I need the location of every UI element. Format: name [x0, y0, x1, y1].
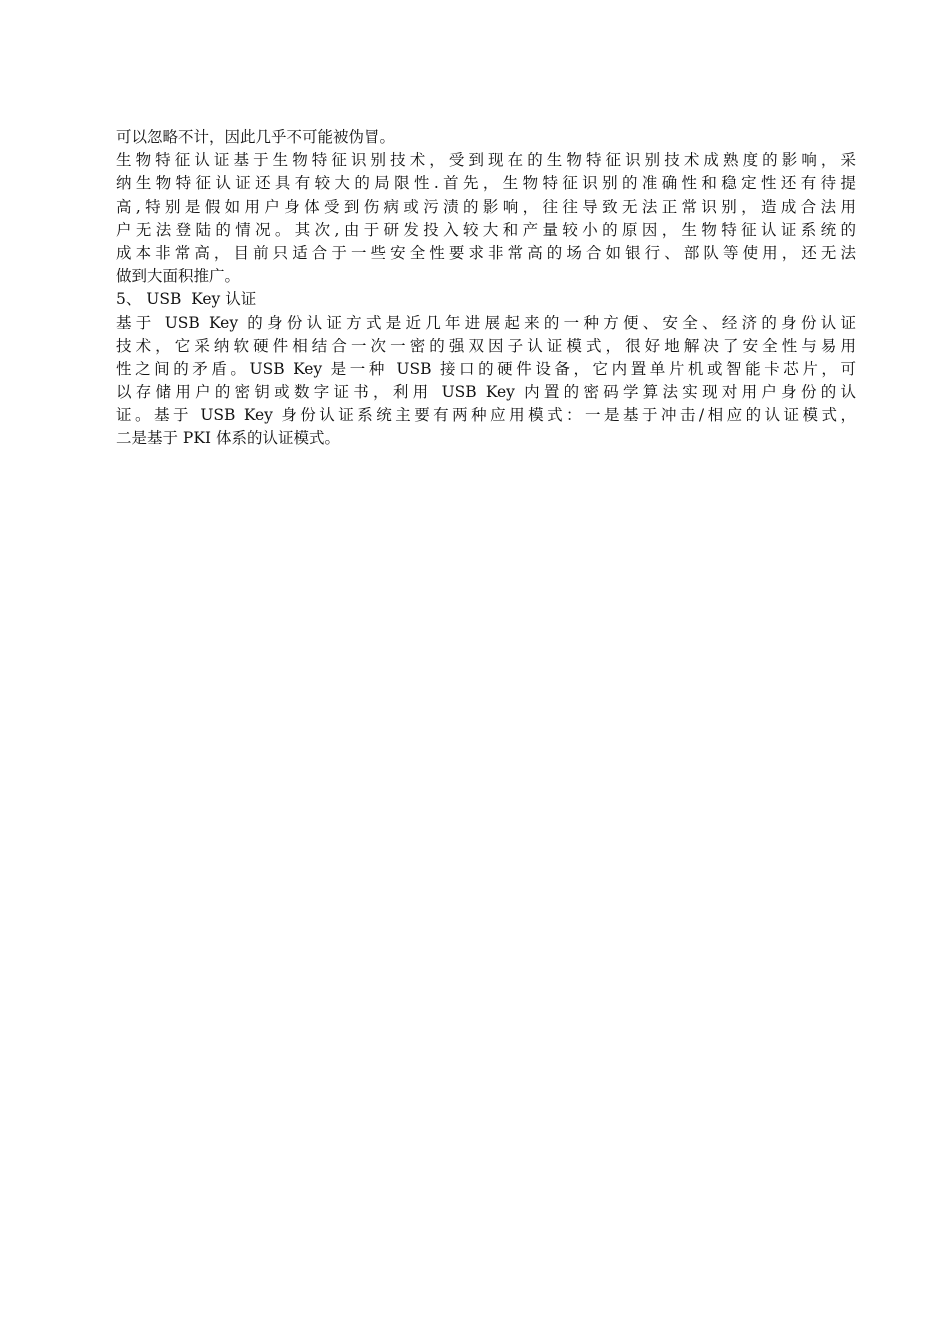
text-line: 做到大面积推广。: [116, 267, 241, 286]
text-line: 二是基于 PKI 体系的认证模式。: [116, 429, 340, 448]
text-line: 基于 USB Key 的身份认证方式是近几年进展起来的一种方便、安全、经济的身份认证: [116, 313, 856, 332]
text-line: 户无法登陆的情况。其次,由于研发投入较大和产量较小的原因，生物特征认证系统的: [116, 220, 856, 239]
text-line: 技术，它采纳软硬件相结合一次一密的强双因子认证模式，很好地解决了安全性与易用: [116, 336, 856, 355]
text-line: 生物特征认证基于生物特征识别技术，受到现在的生物特征识别技术成熟度的影响，采: [116, 151, 856, 170]
text-line: 高,特别是假如用户身体受到伤病或污渍的影响，往往导致无法正常识别，造成合法用: [116, 197, 856, 216]
section-heading: 5、 USB Key 认证: [116, 290, 257, 309]
text-line: 性之间的矛盾。USB Key 是一种 USB 接口的硬件设备，它内置单片机或智能卡芯片，可: [116, 359, 856, 378]
text-line: 以存储用户的密钥或数字证书，利用 USB Key 内置的密码学算法实现对用户身份的认: [116, 383, 856, 402]
text-line: 证。基于 USB Key 身份认证系统主要有两种应用模式：一是基于冲击/相应的认证模式，: [116, 406, 856, 425]
text-line: 成本非常高，目前只适合于一些安全性要求非常高的场合如银行、部队等使用，还无法: [116, 243, 856, 262]
text-line: 纳生物特征认证还具有较大的局限性.首先，生物特征识别的准确性和稳定性还有待提: [116, 174, 856, 193]
document-body: [116, 126, 856, 451]
text-line: 可以忽略不计，因此几乎不可能被伪冒。: [116, 128, 396, 146]
